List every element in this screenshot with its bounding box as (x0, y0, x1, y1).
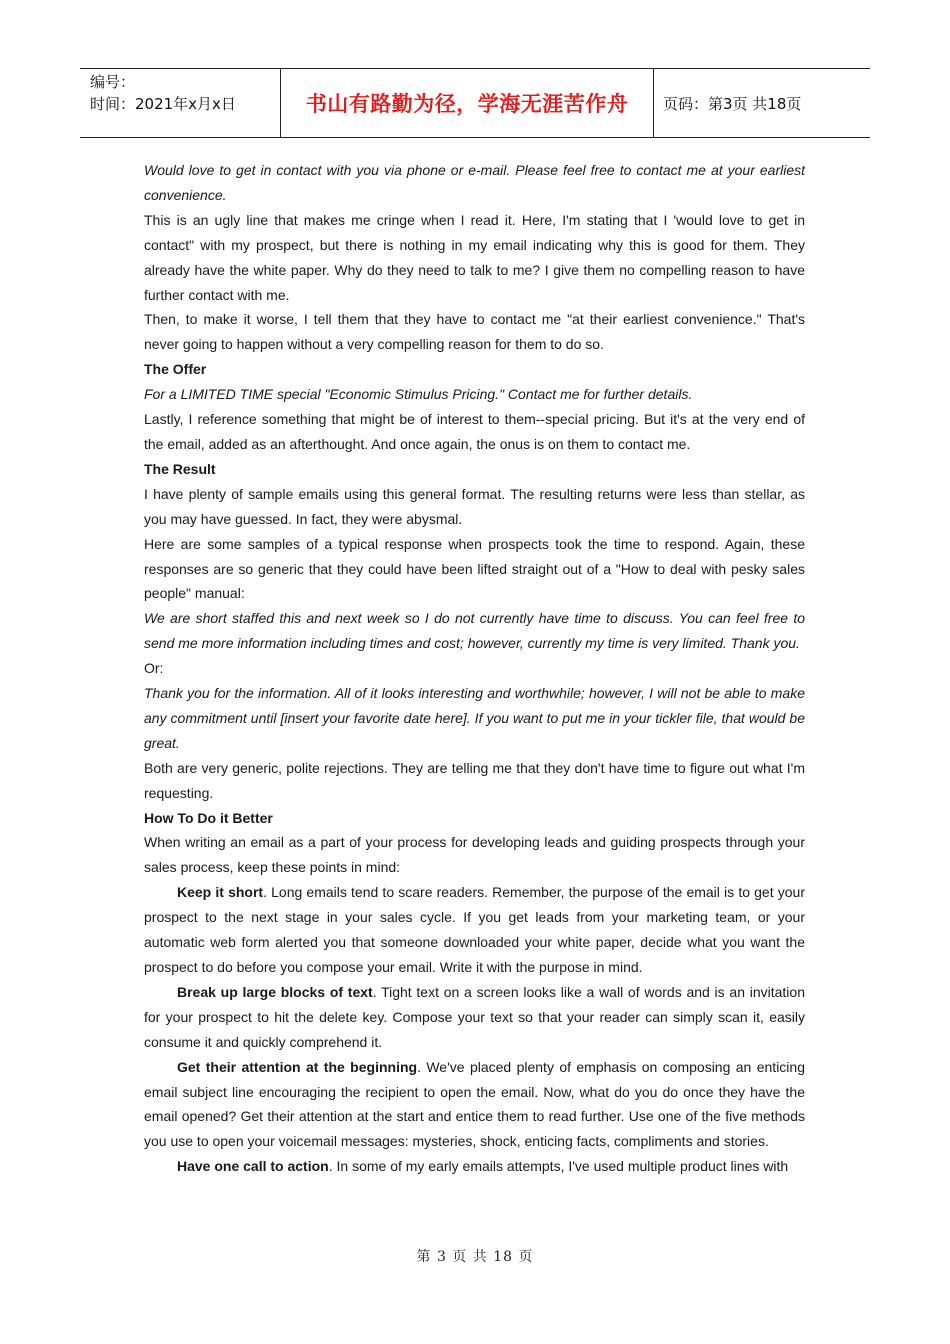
header-page-cell (654, 69, 870, 137)
header-motto-cell (281, 69, 654, 137)
tip-paragraph (144, 880, 805, 980)
document-body (144, 158, 805, 1179)
document-number-label: 编号： (90, 73, 136, 91)
tip-text: . In some of my early emails attempts, I've used multiple product lines with (328, 1158, 789, 1175)
body-paragraph: This is an ugly line that makes me cringe when I read it. Here, I'm stating that I 'would love to get in contact" with my prospect, but there is nothing in my email indicating why this is good for them. They already have the white paper. Why do they need to talk to me? I give them no compelling reason to have further contact with me. (144, 211, 805, 303)
tip-text: . We've placed plenty of emphasis on composing an enticing email subject line encouraging the recipient to open the email. Now, what do you do once they have the email opened? Get their attention at the start and entice them to read further. Use one of the five methods you use to open your voicemail messages: mysteries, shock, enticing facts, compliments and stories. (144, 1058, 805, 1150)
motto-text: 书山有路勤为径，学海无涯苦作舟 (305, 92, 629, 116)
tip-lead: Get their attention at the beginning (177, 1058, 418, 1075)
document-date-label: 时间：2021年x月x日 (90, 95, 236, 113)
tip-paragraph (144, 1055, 805, 1155)
page-header (80, 68, 870, 138)
header-meta-cell (80, 69, 281, 137)
tip-lead: Have one call to action (177, 1158, 329, 1175)
tip-text: . Long emails tend to scare readers. Remember, the purpose of the email is to get your prospect to the next stage in your sales cycle. If you get leads from your marketing team, or your automatic web form alerted you that someone downloaded your white paper, decide what you want the prospect to do before you compose your email. Write it with the purpose in mind. (144, 884, 805, 975)
quoted-email-line: Would love to get in contact with you via phone or e-mail. Please feel free to contact me at your earliest convenience. (144, 162, 805, 203)
section-heading-result: The Result (144, 460, 216, 477)
tip-lead: Break up large blocks of text (177, 983, 373, 1000)
body-paragraph: Here are some samples of a typical response when prospects took the time to respond. Again, these responses are so generic that they could have been lifted straight out of a "How to deal with pesky sales people" manual: (144, 535, 805, 602)
quoted-response: Thank you for the information. All of it looks interesting and worthwhile; however, I will not be able to make any commitment until [insert your favorite date here]. If you want to put me in your tickler file, that would be great. (144, 685, 805, 751)
quoted-response: We are short staffed this and next week so I do not currently have time to discuss. You can feel free to send me more information including times and cost; however, currently my time is very limited. Thank you. (144, 610, 805, 652)
body-paragraph: I have plenty of sample emails using this general format. The resulting returns were less than stellar, as you may have guessed. In fact, they were abysmal. (144, 485, 805, 527)
body-paragraph: Or: (144, 660, 164, 677)
page-info-text: 页码：第3页 共18页 (663, 94, 802, 113)
body-paragraph: Lastly, I reference something that might be of interest to them--special pricing. But it's at the very end of the email, added as an afterthought. And once again, the onus is on them to contact me. (144, 411, 805, 452)
tip-text: . Tight text on a screen looks like a wall of words and is an invitation for your prospect to hit the delete key. Compose your text so that your reader can simply scan it, easily consume it and quickly comprehend it. (144, 983, 805, 1050)
section-heading-offer: The Offer (144, 361, 207, 378)
tip-paragraph (144, 1154, 805, 1179)
tip-lead: Keep it short (177, 884, 264, 901)
page-footer: 第 3 页 共 18 页 (416, 1249, 534, 1265)
body-paragraph: When writing an email as a part of your process for developing leads and guiding prospects through your sales process, keep these points in mind: (144, 834, 805, 876)
body-paragraph: Both are very generic, polite rejections. They are telling me that they don't have time to figure out what I'm requesting. (144, 759, 805, 801)
quoted-email-line: For a LIMITED TIME special "Economic Stimulus Pricing." Contact me for further details. (144, 386, 693, 403)
tip-paragraph (144, 980, 805, 1055)
body-paragraph: Then, to make it worse, I tell them that they have to contact me "at their earliest convenience." That's never going to happen without a very compelling reason for them to do so. (144, 311, 805, 353)
section-heading-better: How To Do it Better (144, 809, 273, 826)
